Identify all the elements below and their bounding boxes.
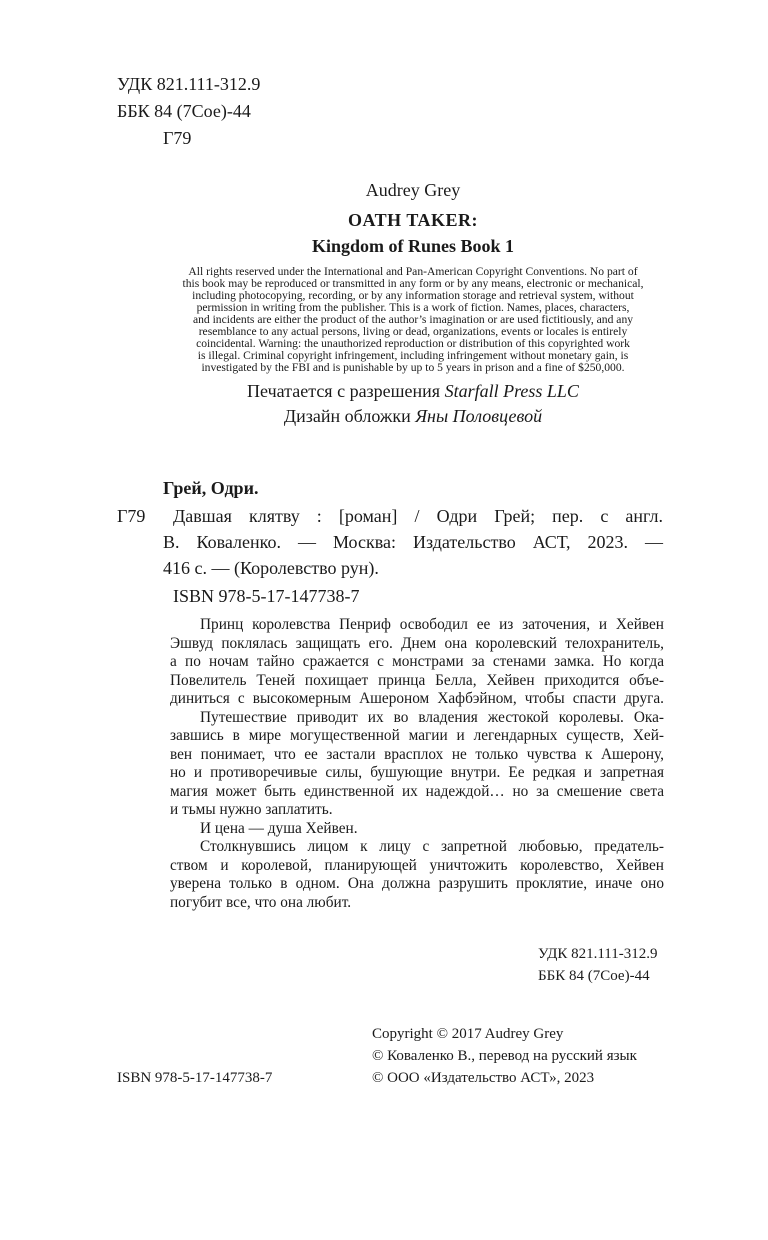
description-line: диниться с высокомерным Ашероном Хафбэйном, чтобы спасти друга. (170, 690, 664, 707)
copyright-line: Copyright © 2017 Audrey Grey (372, 1026, 564, 1042)
bbk-code: ББК 84 (7Сое)-44 (117, 101, 251, 121)
biblio-record (163, 503, 663, 581)
footer-udk: УДК 821.111-312.9 (538, 946, 658, 962)
biblio-heading: Грей, Одри. (163, 478, 259, 498)
book-title: OATH TAKER: (347, 210, 478, 230)
description-line: Эшвуд поклялась защищать его. Днем она королевский телохранитель, (170, 634, 664, 652)
copyright-line: © Коваленко В., перевод на русский язык (372, 1048, 637, 1064)
description-line: и тьмы нужно заплатить. (170, 801, 333, 818)
author-name: Audrey Grey (365, 180, 461, 200)
rights-line: resemblance to any actual persons, living or dead, organizations, events or locales is entirely (198, 325, 628, 338)
description-line: И цена — душа Хейвен. (200, 819, 358, 837)
cover-prefix: Дизайн обложки (283, 406, 416, 426)
description-line: но и противоречивые силы, бушующие внутри. Ее редкая и запретная (170, 764, 664, 781)
description-line: магия может быть единственной их надеждой… но за смешение света (170, 782, 664, 800)
description-line: погубит все, что она любит. (170, 893, 352, 911)
description-line: Путешествие приводит их во владения жестокой королевы. Ока- (200, 708, 664, 726)
rights-line: this book may be reproduced or transmitted in any form or by any means, electronic or mechanical, (182, 277, 644, 290)
description-line: завшись в мире могущественной магии и легендарных существ, Хей- (170, 727, 664, 744)
license-prefix: Печатается с разрешения (247, 381, 445, 401)
description-line: а по ночам тайно сражается с монстрами за стенами замка. Но когда (170, 653, 664, 670)
description-line: ством и королевой, планирующей уничтожить королевство, Хейвен (170, 856, 664, 874)
rights-line: All rights reserved under the International and Pan-American Copyright Conventions. No part of (188, 265, 638, 278)
author-sign: Г79 (163, 128, 192, 148)
biblio-line: В. Коваленко. — Москва: Издательство АСТ, 2023. — (163, 532, 663, 552)
rights-line: including photocopying, recording, or by any information storage and retrieval system, without (192, 289, 634, 302)
rights-line: is illegal. Criminal copyright infringement, including infringement without monetary gain, is (197, 349, 629, 362)
biblio-line: Давшая клятву : [роман] / Одри Грей; пер. с англ. (173, 506, 663, 526)
description-line: Столкнувшись лицом к лицу с запретной любовью, предатель- (200, 838, 664, 855)
description-line: Принц королевства Пенриф освободил ее из заточения, и Хейвен (200, 616, 664, 633)
rights-notice (130, 266, 696, 374)
rights-line: coincidental. Warning: the unauthorized reproduction or distribution of this copyrighted work (196, 337, 630, 350)
biblio-line: 416 с. — (Королевство рун). (163, 558, 379, 578)
cover-designer: Яны Половцевой (415, 406, 543, 426)
license-holder: Starfall Press LLC (444, 381, 579, 401)
footer-bbk: ББК 84 (7Сое)-44 (538, 968, 650, 984)
cover-design-line (163, 406, 663, 427)
description-line: Повелитель Теней похищает принца Белла, Хейвен приходится объе- (170, 671, 664, 689)
biblio-sign: Г79 (117, 506, 146, 526)
udk-code: УДК 821.111-312.9 (117, 74, 261, 94)
rights-line: and incidents are either the product of the author’s imagination or are used fictitiously, and any (192, 313, 634, 326)
rights-line: permission in writing from the publisher. This is a work of fiction. Names, places, characters, (196, 301, 630, 314)
copyright-line: © ООО «Издательство АСТ», 2023 (372, 1070, 595, 1086)
description-line: уверена только в одном. Она должна разрушить проклятие, иначе оно (170, 875, 664, 892)
description-line: вен понимает, что ее застали врасплох не только чувства к Ашерону, (170, 745, 664, 763)
footer-isbn: ISBN 978-5-17-147738-7 (117, 1070, 273, 1086)
rights-line: investigated by the FBI and is punishable by up to 5 years in prison and a fine of $250,000. (201, 361, 625, 374)
biblio-isbn: ISBN 978-5-17-147738-7 (173, 586, 360, 606)
book-description (170, 616, 664, 912)
license-line (163, 381, 663, 402)
book-subtitle: Kingdom of Runes Book 1 (311, 236, 515, 256)
